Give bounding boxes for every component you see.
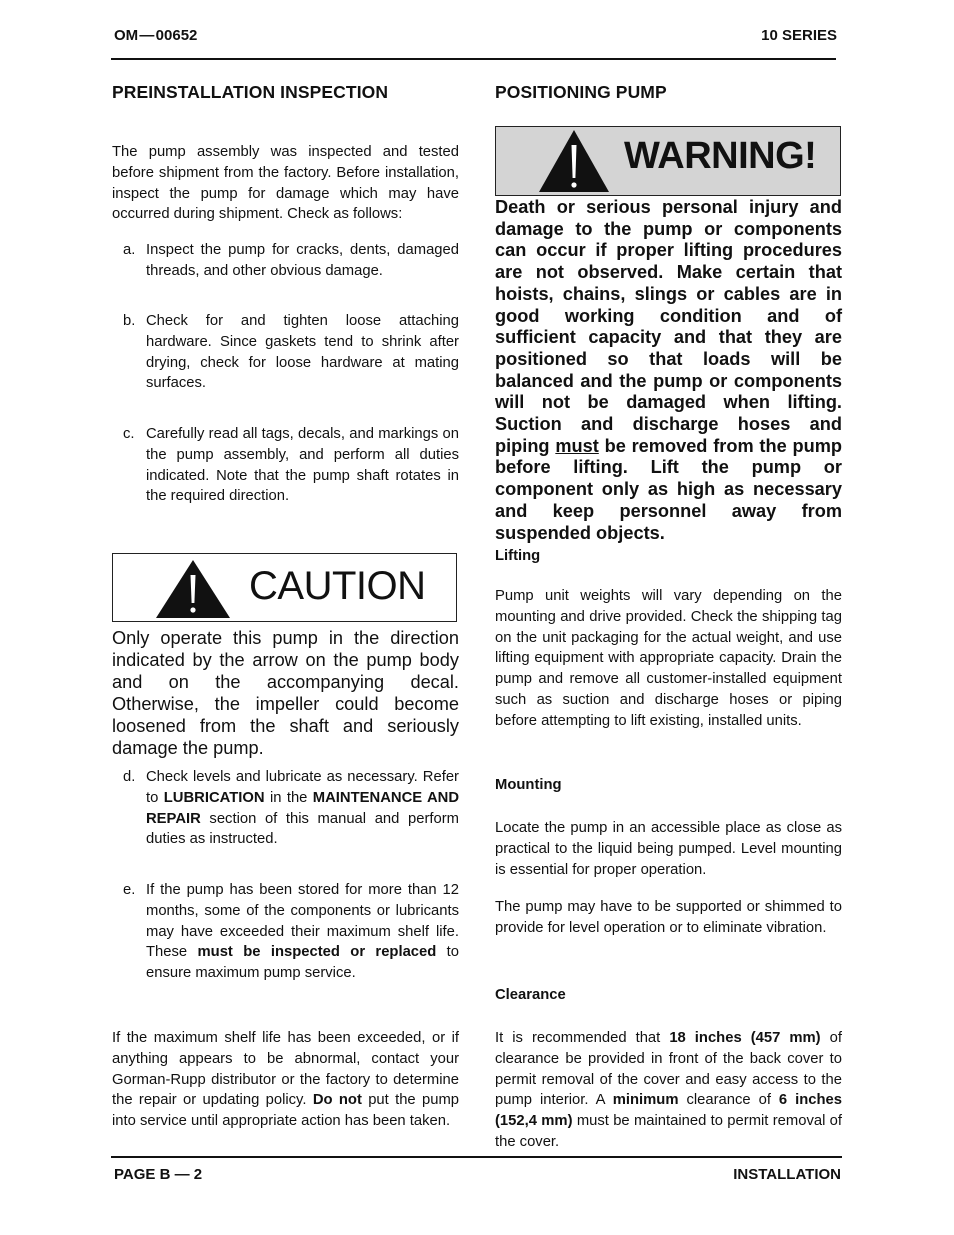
mounting-paragraph-1: Locate the pump in an accessible place as close as practical to the liquid being pumped. Level mounting is essential for proper operation. [495, 820, 842, 878]
series-label: 10 SERIES [761, 27, 837, 44]
list-letter: d. [123, 769, 136, 785]
list-item-d [112, 767, 459, 850]
list-item-b [112, 311, 459, 394]
list-text: If the pump has been stored for more than 12 months, some of the components or lubricants may have exceeded their maximum shelf life. These must be inspected or replaced to ensure maximum pump service. [146, 882, 459, 982]
list-text: Check for and tighten loose attaching hardware. Since gaskets tend to shrink after drying, check for loose hardware at mating surfaces. [146, 313, 459, 392]
caution-label: CAUTION [249, 564, 426, 608]
list-item-e [112, 880, 459, 984]
list-letter: c. [123, 426, 135, 442]
list-text: Inspect the pump for cracks, dents, damaged threads, and other obvious damage. [146, 242, 459, 279]
list-text: Carefully read all tags, decals, and markings on the pump assembly, and perform all duties indicated. Note that the pump shaft rotates in the required direction. [146, 426, 459, 505]
preinstallation-intro: The pump assembly was inspected and tested before shipment from the factory. Before installation, inspect the pump for damage which may have occurred during shipment. Check as follows: [112, 144, 459, 223]
list-letter: e. [123, 882, 136, 898]
list-text: Check levels and lubricate as necessary. Refer to LUBRICATION in the MAINTENANCE AND REPAIR section of this manual and perform duties as instructed. [146, 769, 460, 848]
document-number: OM — 00652 [114, 27, 198, 44]
header-rule [111, 58, 836, 60]
list-item-c [112, 424, 459, 507]
warning-text: Death or serious personal injury and damage to the pump or components can occur if proper lifting procedures are not observed. Make certain that hoists, chains, slings or cables are in good working condition and of sufficient capacity and that they are positioned so that loads will be balanced and the pump or components will not be damaged when lifting. Suction and discharge hoses and piping must be removed from the pump before lifting. Lift the pump or component only as high as necessary and keep personnel away from suspended objects. [495, 197, 842, 543]
warning-triangle-icon [538, 129, 610, 193]
warning-triangle-icon [155, 559, 231, 619]
mounting-paragraph-2: The pump may have to be supported or shimmed to provide for level operation or to eliminate vibration. [495, 899, 842, 936]
warning-label: WARNING! [624, 135, 817, 177]
footer-rule [111, 1156, 842, 1158]
lifting-heading: Lifting [495, 548, 541, 564]
clearance-paragraph: It is recommended that 18 inches (457 mm) of clearance be provided in front of the back cover to permit removal of the cover and easy access to the pump interior. A minimum clearance of 6 inches (152,4 mm) must be maintained to permit removal of the cover. [495, 1030, 843, 1150]
list-letter: a. [123, 242, 136, 258]
caution-box [112, 553, 457, 622]
shelf-life-paragraph: If the maximum shelf life has been exceeded, or if anything appears to be abnormal, contact your Gorman-Rupp distributor or the factory to determine the repair or updating policy. Do not put the pump into service until appropriate action has been taken. [112, 1030, 460, 1130]
caution-text: Only operate this pump in the direction indicated by the arrow on the pump body and on the accompanying decal. Otherwise, the impeller could become loosened from the shaft and seriously damage the pump. [112, 628, 459, 758]
clearance-heading: Clearance [495, 987, 566, 1003]
list-item-a [112, 240, 459, 282]
preinstallation-title: PREINSTALLATION INSPECTION [112, 82, 389, 102]
positioning-title: POSITIONING PUMP [495, 82, 667, 102]
list-letter: b. [123, 313, 136, 329]
page-number: PAGE B — 2 [114, 1166, 203, 1183]
lifting-paragraph: Pump unit weights will vary depending on the mounting and drive provided. Check the shipping tag on the unit packaging for the actual weight, and use lifting equipment with appropriate capacity. Drain the pump and remove all customer-installed equipment such as suction and discharge hoses or piping before attempting to lift existing, installed units. [495, 588, 842, 729]
section-name: INSTALLATION [733, 1166, 841, 1183]
mounting-heading: Mounting [495, 777, 562, 793]
warning-box [495, 126, 841, 196]
